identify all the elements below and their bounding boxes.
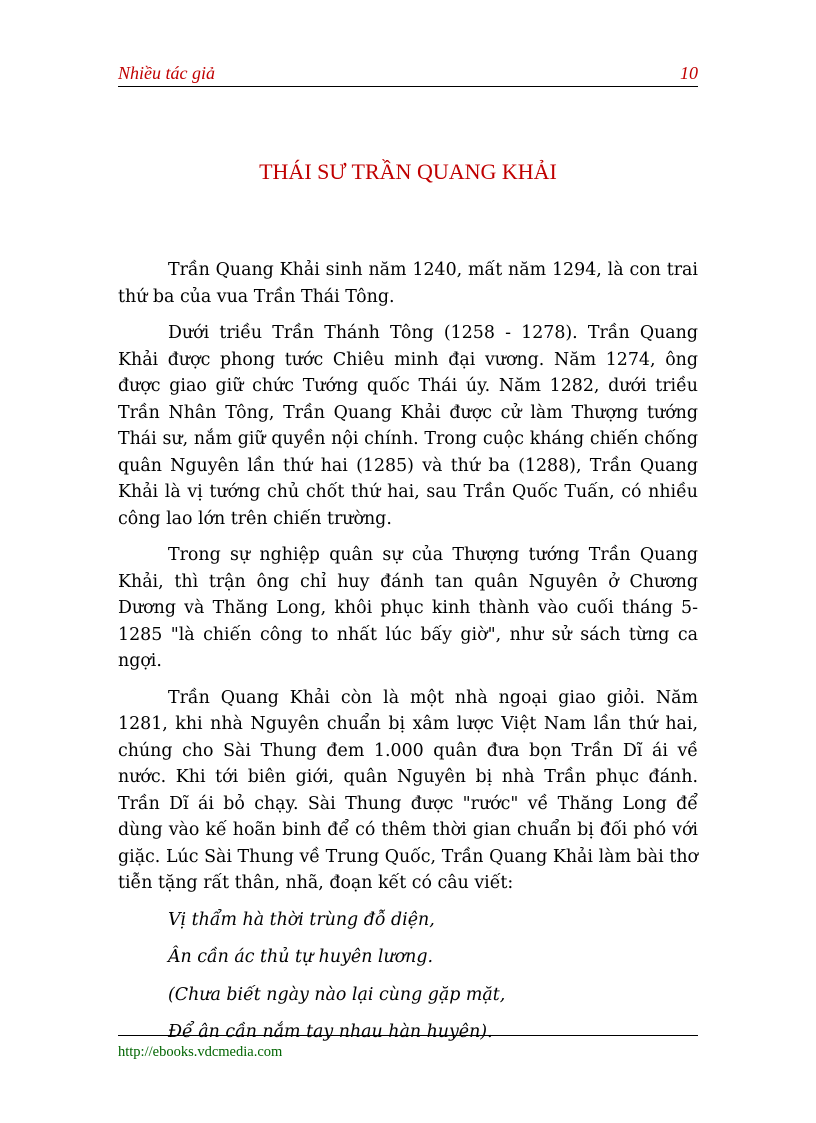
poem-line: Vị thẩm hà thời trùng đỗ diện, — [168, 909, 435, 930]
paragraph: Trần Quang Khải sinh năm 1240, mất năm 1294, là con trai thứ ba của vua Trần Thái Tông. — [118, 260, 698, 307]
article-body — [118, 257, 698, 1057]
footer-url-link[interactable]: http://ebooks.vdcmedia.com — [118, 1044, 283, 1060]
poem-line: (Chưa biết ngày nào lại cùng gặp mặt, — [168, 984, 506, 1005]
poem-line: Ân cần ác thủ tự huyên lương. — [168, 947, 434, 967]
poem — [118, 907, 698, 1046]
paragraph: Trần Quang Khải còn là một nhà ngoại giao giỏi. Năm 1281, khi nhà Nguyên chuẩn bị xâm lược Việt Nam lần thứ hai, chúng cho Sài Thung đem 1.000 quân đưa bọn Trần Dĩ ái về nước. Khi tới biên giới, quân Nguyên bị nhà Trần phục đánh. Trần Dĩ ái bỏ chạy. Sài Thung được "rước" về Thăng Long để dùng vào kế hoãn binh để có thêm thời gian chuẩn bị đối phó với giặc. Lúc Sài Thung về Trung Quốc, Trần Quang Khải làm bài thơ tiễn tặng rất thân, nhã, đoạn kết có câu viết: — [118, 687, 698, 893]
paragraph: Dưới triều Trần Thánh Tông (1258 - 1278). Trần Quang Khải được phong tước Chiêu minh đại vương. Năm 1274, ông được giao giữ chức Tướng quốc Thái úy. Năm 1282, dưới triều Trần Nhân Tông, Trần Quang Khải được cử làm Thượng tướng Thái sư, nắm giữ quyền nội chính. Trong cuộc kháng chiến chống quân Nguyên lần thứ hai (1285) và thứ ba (1288), Trần Quang Khải là vị tướng chủ chốt thứ hai, sau Trần Quốc Tuấn, có nhiều công lao lớn trên chiến trường. — [118, 323, 698, 529]
header-author: Nhiều tác giả — [118, 63, 215, 83]
poem-line: Để ân cần nắm tay nhau hàn huyên). — [168, 1022, 493, 1042]
page-number: 10 — [680, 63, 698, 83]
paragraph: Trong sự nghiệp quân sự của Thượng tướng Trần Quang Khải, thì trận ông chỉ huy đánh tan quân Nguyên ở Chương Dương và Thăng Long, khôi phục kinh thành vào cuối tháng 5-1285 "là chiến công to nhất lúc bấy giờ", như sử sách từng ca ngợi. — [118, 545, 698, 671]
footer-divider — [118, 1035, 698, 1036]
page-header — [118, 61, 698, 87]
chapter-title: THÁI SƯ TRẦN QUANG KHẢI — [259, 159, 557, 184]
